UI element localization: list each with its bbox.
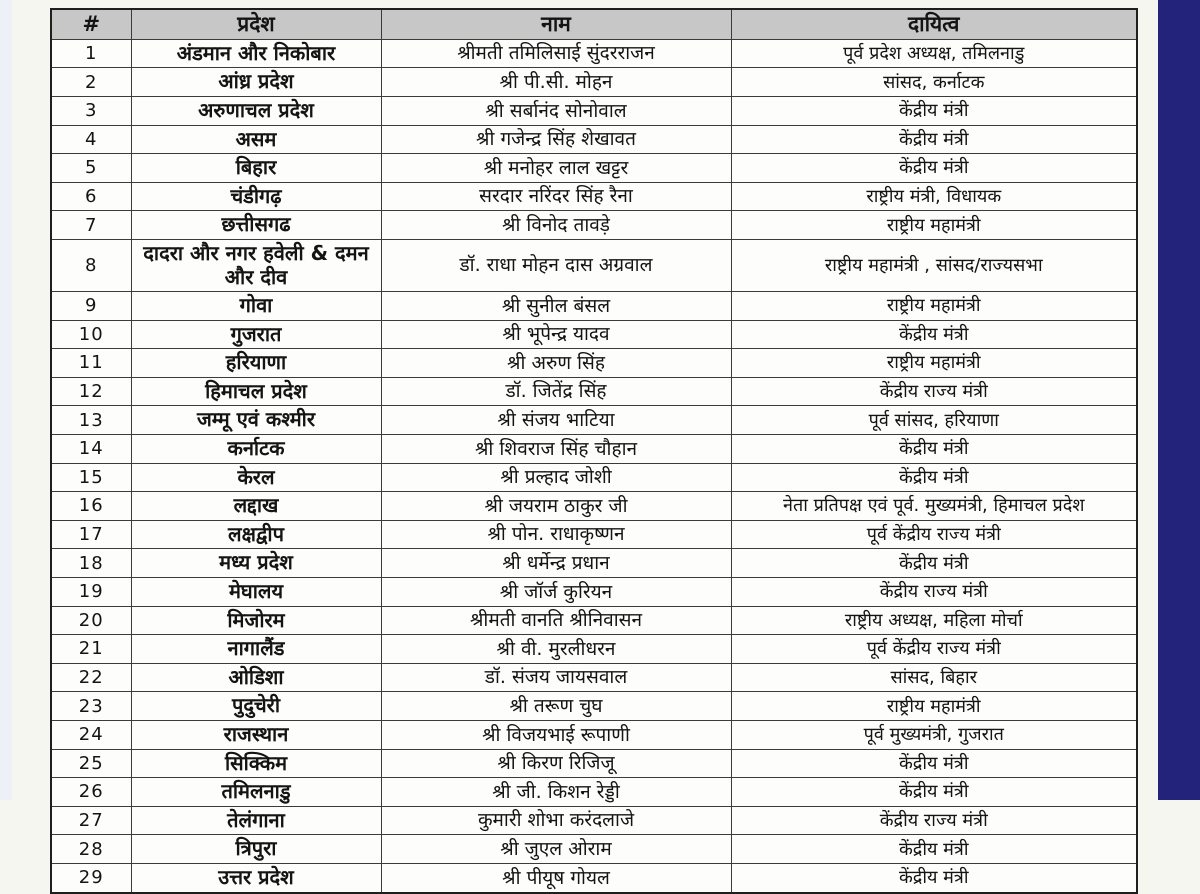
cell-role: पूर्व मुख्यमंत्री, गुजरात [731,721,1137,750]
cell-name: श्री अरुण सिंह [381,349,731,378]
table-row [51,377,1137,406]
cell-serial: 13 [51,406,131,435]
cell-name: श्री वी. मुरलीधरन [381,635,731,664]
cell-state: मिजोरम [131,606,381,635]
cell-name: श्री भूपेन्द्र यादव [381,320,731,349]
column-header-state: प्रदेश [131,9,381,39]
cell-name: श्री संजय भाटिया [381,406,731,435]
table-row [51,211,1137,240]
cell-state: तमिलनाडु [131,778,381,807]
cell-state: अरुणाचल प्रदेश [131,96,381,125]
table-row [51,96,1137,125]
cell-state: सिक्किम [131,749,381,778]
table-row [51,320,1137,349]
table-row [51,635,1137,664]
table-row [51,520,1137,549]
table-row [51,39,1137,68]
cell-role: राष्ट्रीय महामंत्री [731,692,1137,721]
right-edge-band [1158,0,1200,800]
cell-serial: 17 [51,520,131,549]
cell-serial: 11 [51,349,131,378]
cell-name: श्री पी.सी. मोहन [381,68,731,97]
cell-serial: 7 [51,211,131,240]
cell-serial: 3 [51,96,131,125]
cell-role: केंद्रीय मंत्री [731,549,1137,578]
cell-name: श्री धर्मेन्द्र प्रधान [381,549,731,578]
cell-serial: 8 [51,239,131,291]
table-row [51,578,1137,607]
cell-state: असम [131,125,381,154]
table-row [51,154,1137,183]
cell-role: केंद्रीय मंत्री [731,320,1137,349]
cell-state: हरियाणा [131,349,381,378]
table-row [51,125,1137,154]
cell-role: पूर्व प्रदेश अध्यक्ष, तमिलनाडु [731,39,1137,68]
cell-name: कुमारी शोभा करंदलाजे [381,806,731,835]
cell-role: केंद्रीय राज्य मंत्री [731,806,1137,835]
cell-state: दादरा और नगर हवेली & दमन और दीव [131,239,381,291]
cell-name: श्री सुनील बंसल [381,292,731,321]
cell-state: तेलंगाना [131,806,381,835]
cell-role: सांसद, बिहार [731,663,1137,692]
table-row [51,606,1137,635]
cell-serial: 15 [51,463,131,492]
cell-state: ओडिशा [131,663,381,692]
cell-state: उत्तर प्रदेश [131,863,381,892]
cell-state: जम्मू एवं कश्मीर [131,406,381,435]
cell-name: सरदार नरिंदर सिंह रैना [381,182,731,211]
cell-serial: 20 [51,606,131,635]
cell-serial: 25 [51,749,131,778]
column-header-name: नाम [381,9,731,39]
table-row [51,68,1137,97]
cell-serial: 26 [51,778,131,807]
ministers-table [50,8,1138,894]
cell-state: छत्तीसगढ [131,211,381,240]
table-row [51,835,1137,864]
cell-role: पूर्व सांसद, हरियाणा [731,406,1137,435]
cell-state: कर्नाटक [131,435,381,464]
cell-role: राष्ट्रीय महामंत्री [731,211,1137,240]
table-body [51,39,1137,892]
cell-role: सांसद, कर्नाटक [731,68,1137,97]
cell-role: राष्ट्रीय महामंत्री [731,349,1137,378]
cell-state: अंडमान और निकोबार [131,39,381,68]
cell-name: श्री जुएल ओराम [381,835,731,864]
cell-serial: 22 [51,663,131,692]
cell-role: केंद्रीय मंत्री [731,749,1137,778]
cell-serial: 16 [51,492,131,521]
cell-state: त्रिपुरा [131,835,381,864]
cell-name: श्री मनोहर लाल खट्टर [381,154,731,183]
table-row [51,721,1137,750]
cell-serial: 12 [51,377,131,406]
cell-role: केंद्रीय मंत्री [731,863,1137,892]
table-row [51,239,1137,291]
cell-role: नेता प्रतिपक्ष एवं पूर्व. मुख्यमंत्री, हिमाचल प्रदेश [731,492,1137,521]
cell-role: केंद्रीय मंत्री [731,778,1137,807]
cell-name: श्रीमती तमिलिसाई सुंदरराजन [381,39,731,68]
left-edge-strip [0,0,12,800]
table-row [51,778,1137,807]
cell-role: पूर्व केंद्रीय राज्य मंत्री [731,635,1137,664]
table-row [51,182,1137,211]
cell-state: चंडीगढ़ [131,182,381,211]
cell-state: बिहार [131,154,381,183]
cell-name: श्री सर्बानंद सोनोवाल [381,96,731,125]
cell-role: केंद्रीय मंत्री [731,96,1137,125]
cell-state: गुजरात [131,320,381,349]
cell-role: पूर्व केंद्रीय राज्य मंत्री [731,520,1137,549]
cell-name: श्रीमती वानति श्रीनिवासन [381,606,731,635]
table-row [51,663,1137,692]
cell-serial: 4 [51,125,131,154]
cell-serial: 14 [51,435,131,464]
table-row [51,463,1137,492]
cell-name: डॉ. संजय जायसवाल [381,663,731,692]
cell-role: केंद्रीय मंत्री [731,435,1137,464]
cell-role: केंद्रीय मंत्री [731,154,1137,183]
cell-state: लक्षद्वीप [131,520,381,549]
cell-name: श्री प्रल्हाद जोशी [381,463,731,492]
table-row [51,863,1137,892]
cell-state: राजस्थान [131,721,381,750]
cell-role: केंद्रीय राज्य मंत्री [731,377,1137,406]
cell-serial: 1 [51,39,131,68]
cell-serial: 19 [51,578,131,607]
cell-name: श्री किरण रिजिजू [381,749,731,778]
cell-name: श्री जयराम ठाकुर जी [381,492,731,521]
cell-state: आंध्र प्रदेश [131,68,381,97]
cell-name: डॉ. जितेंद्र सिंह [381,377,731,406]
cell-state: नागालैंड [131,635,381,664]
table-row [51,749,1137,778]
cell-role: राष्ट्रीय मंत्री, विधायक [731,182,1137,211]
cell-serial: 28 [51,835,131,864]
cell-serial: 18 [51,549,131,578]
cell-role: राष्ट्रीय महामंत्री [731,292,1137,321]
table-row [51,692,1137,721]
cell-serial: 27 [51,806,131,835]
cell-role: केंद्रीय मंत्री [731,463,1137,492]
cell-state: केरल [131,463,381,492]
cell-name: श्री तरूण चुघ [381,692,731,721]
table-row [51,435,1137,464]
cell-serial: 29 [51,863,131,892]
header-row [51,9,1137,39]
cell-name: डॉ. राधा मोहन दास अग्रवाल [381,239,731,291]
cell-name: श्री जी. किशन रेड्डी [381,778,731,807]
table-row [51,492,1137,521]
cell-name: श्री शिवराज सिंह चौहान [381,435,731,464]
table-row [51,549,1137,578]
cell-serial: 5 [51,154,131,183]
cell-serial: 23 [51,692,131,721]
cell-name: श्री जॉर्ज कुरियन [381,578,731,607]
cell-serial: 10 [51,320,131,349]
cell-state: हिमाचल प्रदेश [131,377,381,406]
table-row [51,349,1137,378]
table-row [51,292,1137,321]
cell-serial: 24 [51,721,131,750]
cell-state: मेघालय [131,578,381,607]
cell-name: श्री पीयूष गोयल [381,863,731,892]
cell-serial: 6 [51,182,131,211]
table-row [51,806,1137,835]
cell-state: लद्दाख [131,492,381,521]
column-header-role: दायित्व [731,9,1137,39]
cell-serial: 9 [51,292,131,321]
cell-name: श्री गजेन्द्र सिंह शेखावत [381,125,731,154]
cell-role: केंद्रीय मंत्री [731,125,1137,154]
table-row [51,406,1137,435]
cell-state: मध्य प्रदेश [131,549,381,578]
table-container [50,8,1136,894]
cell-state: गोवा [131,292,381,321]
cell-name: श्री विजयभाई रूपाणी [381,721,731,750]
cell-serial: 2 [51,68,131,97]
cell-role: राष्ट्रीय महामंत्री , सांसद/राज्यसभा [731,239,1137,291]
cell-name: श्री पोन. राधाकृष्णन [381,520,731,549]
cell-role: केंद्रीय मंत्री [731,835,1137,864]
column-header-serial: # [51,9,131,39]
cell-serial: 21 [51,635,131,664]
cell-name: श्री विनोद तावड़े [381,211,731,240]
cell-state: पुदुचेरी [131,692,381,721]
cell-role: राष्ट्रीय अध्यक्ष, महिला मोर्चा [731,606,1137,635]
cell-role: केंद्रीय राज्य मंत्री [731,578,1137,607]
